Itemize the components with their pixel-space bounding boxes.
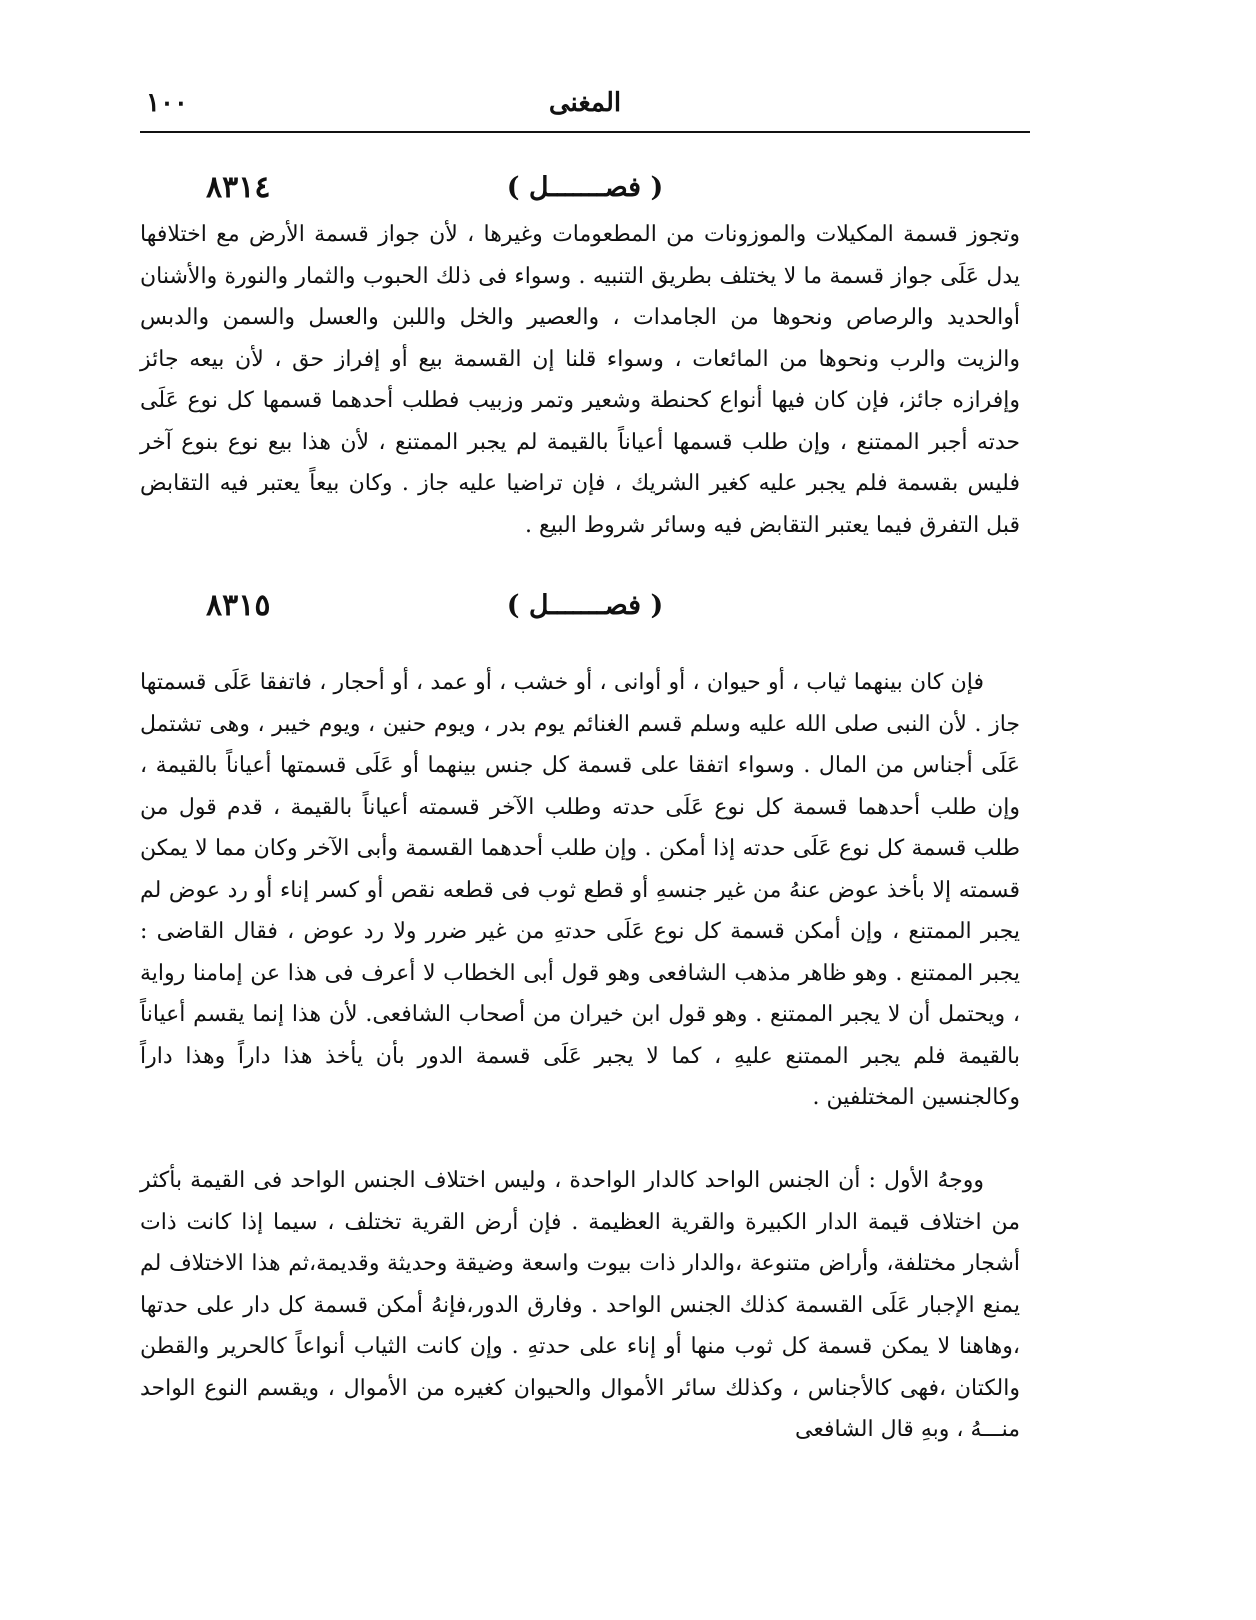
paragraph-8315-1: فإن كان بينهما ثياب ، أو حيوان ، أو أوانى ، أو خشب ، أو عمد ، أو أحجار ، فاتفقا عَلَى قسمتها جاز . لأن النبى صلى الله عليه وسلم قسم الغنائم يوم بدر ، ويوم حنين ، ويوم خيبر ، وهى تشتمل عَلَى أجناس من المال . وسواء اتفقا على قسمة كل جنس بينهما أو عَلَى قسمتها أعياناً بالقيمة ، وإن طلب أحدهما قسمة كل نوع عَلَى حدته وطلب الآخر قسمته أعياناً بالقيمة ، قدم قول من طلب قسمة كل نوع عَلَى حدته إذا أمكن . وإن طلب أحدهما القسمة وأبى الآخر وكان مما لا يمكن قسمته إلا بأخذ عوض عنهُ من غير جنسهِ أو قطع ثوب فى قطعه نقص أو كسر إناء أو رد عوض لم يجبر الممتنع ، وإن أمكن قسمة كل نوع عَلَى حدتهِ من غير ضرر ولا رد عوض ، فقال القاضى : يجبر الممتنع . وهو ظاهر مذهب الشافعى وهو قول أبى الخطاب لا أعرف فى هذا عن إمامنا رواية ، ويحتمل أن لا يجبر الممتنع . وهو قول ابن خيران من أصحاب الشافعى. لأن هذا إنما يقسم أعياناً بالقيمة فلم يجبر الممتنع عليهِ ، كما لا يجبر عَلَى قسمة الدور بأن يأخذ هذا داراً وهذا داراً وكالجنسين المختلفين . (140, 670, 1020, 1110)
running-title: المغنى (548, 88, 622, 118)
header-rule (140, 131, 1030, 133)
page-number: ١٠٠ (146, 88, 188, 118)
section-heading-8314 (140, 170, 1030, 210)
paragraph-8314: وتجوز قسمة المكيلات والموزونات من المطعومات وغيرها ، لأن جواز قسمة الأرض مع اختلافها يدل عَلَى جواز قسمة ما لا يختلف بطريق التنبيه . وسواء فى ذلك الحبوب والثمار والنورة والأشنان أوالحديد والرصاص ونحوها من الجامدات ، والعصير والخل واللبن والعسل والسمن والدبس والزيت والرب ونحوها من المائعات ، وسواء قلنا إن القسمة بيع أو إفراز حق ، لأن بيعه جائز وإفرازه جائز، فإن كان فيها أنواع كحنطة وشعير وتمر وزبيب فطلب أحدهما قسمها كل نوع عَلَى حدته أجبر الممتنع ، وإن طلب قسمها أعياناً بالقيمة لم يجبر الممتنع ، لأن هذا بيع نوع بنوع آخر فليس بقسمة فلم يجبر عليه كغير الشريك ، فإن تراضيا عليه جاز . وكان بيعاً يعتبر فيه التقابض قبل التفرق فيما يعتبر التقابض فيه وسائر شروط البيع . (140, 222, 1020, 538)
section-title: ( فصـــــــل ) (506, 172, 664, 203)
section-number: ٨٣١٤ (206, 170, 271, 205)
page-header (140, 82, 1030, 126)
section-title: ( فصـــــــل ) (506, 590, 664, 621)
section-number: ٨٣١٥ (206, 588, 271, 623)
section-heading-8315 (140, 588, 1030, 628)
paragraph-8315-2: ووجهُ الأول : أن الجنس الواحد كالدار الواحدة ، وليس اختلاف الجنس الواحد فى القيمة بأكثر من اختلاف قيمة الدار الكبيرة والقرية العظيمة . فإن أرض القرية تختلف ، سيما إذا كانت ذات أشجار مختلفة، وأراض متنوعة ،والدار ذات بيوت واسعة وضيقة وحديثة وقديمة،ثم هذا الاختلاف لم يمنع الإجبار عَلَى القسمة كذلك الجنس الواحد . وفارق الدور،فإنهُ أمكن قسمة كل دار على حدتها ،وهاهنا لا يمكن قسمة كل ثوب منها أو إناء على حدتهِ . وإن كانت الثياب أنواعاً كالحرير والقطن والكتان ،فهى كالأجناس ، وكذلك سائر الأموال والحيوان كغيره من الأموال ، ويقسم النوع الواحد منـــهُ ، وبهِ قال الشافعى (140, 1168, 1020, 1442)
